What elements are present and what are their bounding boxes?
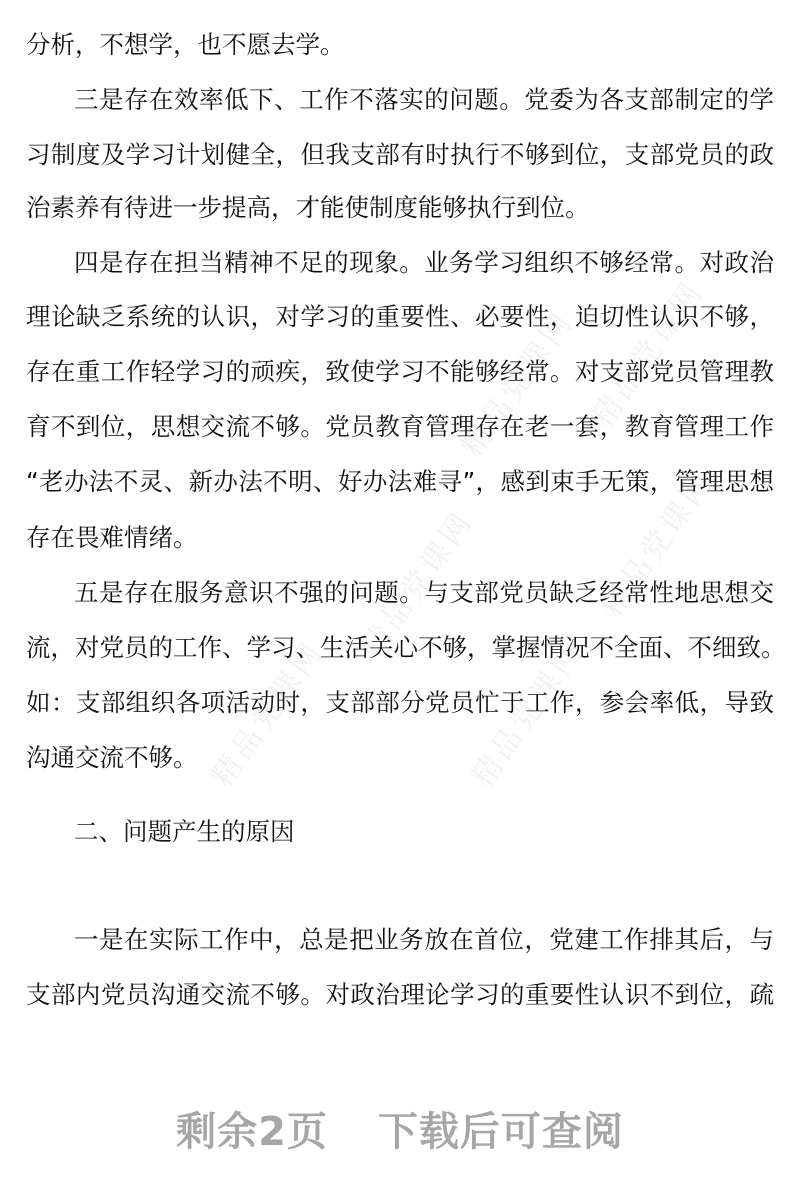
- paragraph-line: 习制度及学习计划健全，但我支部有时执行不够到位，支部党员的政: [26, 140, 774, 169]
- watermark: 精品党课网: [204, 634, 331, 794]
- paragraph-line: 如：支部组织各项活动时，支部部分党员忙于工作，参会率低，导致: [26, 688, 774, 717]
- download-prompt[interactable]: [0, 1100, 800, 1157]
- watermark: 精品党课网: [354, 504, 481, 664]
- paragraph-line: 治素养有待进一步提高，才能使制度能够执行到位。: [26, 193, 590, 222]
- section-heading: 二、问题产生的原因: [74, 817, 295, 846]
- paragraph-line: 一是在实际工作中，总是把业务放在首位，党建工作排其后，与: [74, 925, 774, 954]
- paragraph-line: 育不到位，思想交流不够。党员教育管理存在老一套，教育管理工作: [26, 412, 774, 441]
- paragraph-line: 存在重工作轻学习的顽疾，致使学习不能够经常。对支部党员管理教: [26, 357, 774, 386]
- paragraph-line: 四是存在担当精神不足的现象。业务学习组织不够经常。对政治: [74, 248, 774, 277]
- paragraph-line: 三是存在效率低下、工作不落实的问题。党委为各支部制定的学: [74, 85, 774, 114]
- paragraph-line: 五是存在服务意识不强的问题。与支部党员缺乏经常性地思想交: [74, 578, 774, 607]
- watermark: 精品党课网: [454, 304, 581, 464]
- remaining-pages-text: 剩余2页: [176, 1109, 328, 1155]
- watermark: 精品党课网: [584, 274, 711, 434]
- watermark: 精品党课网: [464, 634, 591, 794]
- watermark: 精品党课网: [594, 464, 721, 624]
- paragraph-line: 支部内党员沟通交流不够。对政治理论学习的重要性认识不到位，疏: [26, 980, 774, 1009]
- paragraph-line: 沟通交流不够。: [26, 743, 198, 772]
- download-to-view-text: 下载后可查阅: [377, 1109, 624, 1155]
- paragraph-line: “老办法不灵、新办法不明、好办法难寻”，感到束手无策，管理思想: [26, 467, 774, 496]
- paragraph-line: 流，对党员的工作、学习、生活关心不够，掌握情况不全面、不细致。: [26, 633, 786, 662]
- paragraph-line: 分析，不想学，也不愿去学。: [26, 30, 345, 59]
- paragraph-line: 存在畏难情绪。: [26, 523, 198, 552]
- paragraph-line: 理论缺乏系统的认识，对学习的重要性、必要性，迫切性认识不够，: [26, 302, 774, 331]
